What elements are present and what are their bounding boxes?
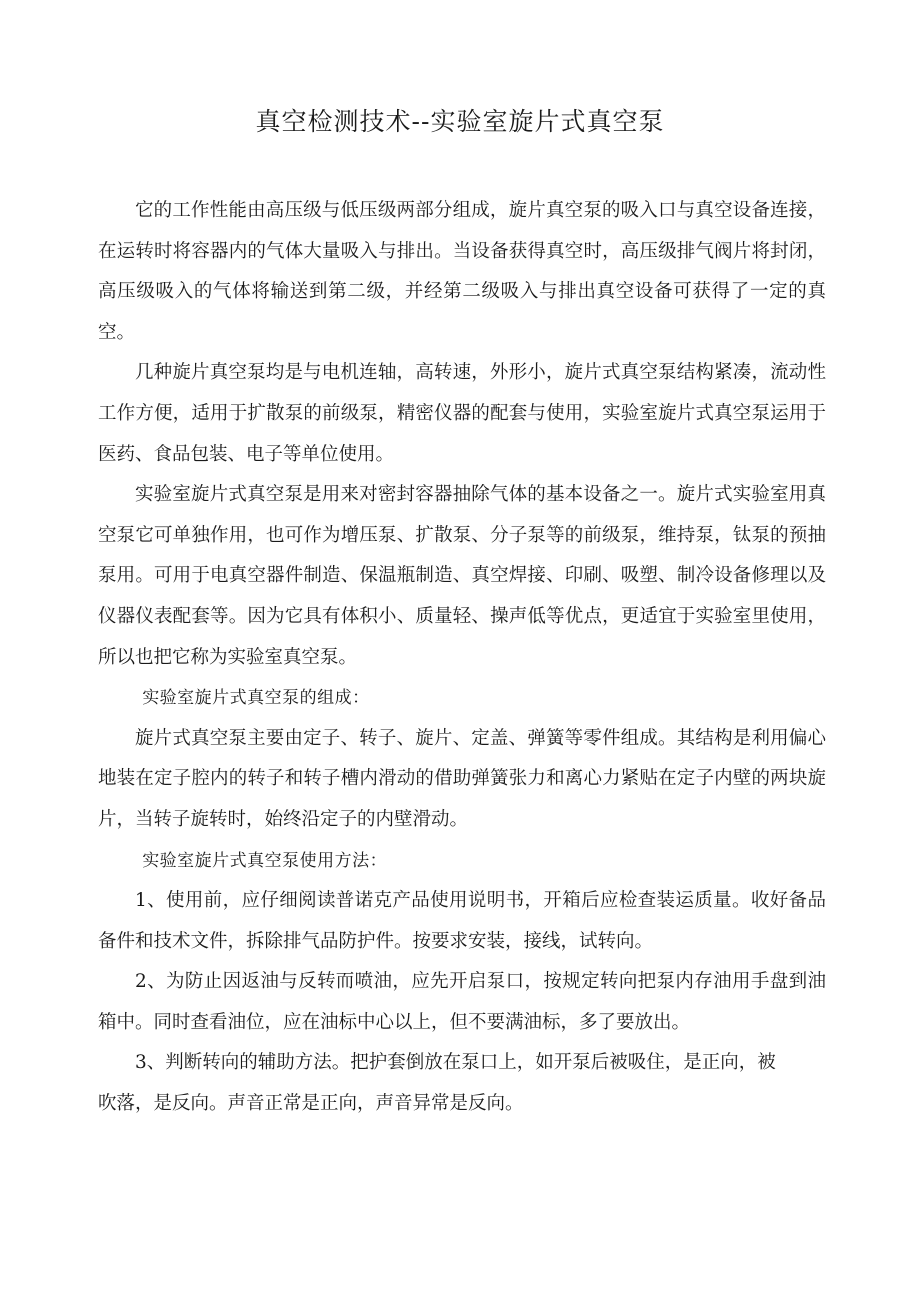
document-body (98, 191, 826, 1125)
paragraph-composition: 旋片式真空泵主要由定子、转子、旋片、定盖、弹簧等零件组成。其结构是利用偏心地装在定子腔内的转子和转子槽内滑动的借助弹簧张力和离心力紧贴在定子内壁的两块旋片，当转子旋转时，始终沿定子的内壁滑动。 (98, 727, 826, 830)
document-title: 真空检测技术--实验室旋片式真空泵 (255, 107, 665, 136)
paragraph-features: 几种旋片真空泵均是与电机连轴，高转速，外形小，旋片式真空泵结构紧凑，流动性工作方便，适用于扩散泵的前级泵，精密仪器的配套与使用，实验室旋片式真空泵运用于医药、食品包装、电子等单位使用。 (98, 362, 826, 465)
paragraph-applications: 实验室旋片式真空泵是用来对密封容器抽除气体的基本设备之一。旋片式实验室用真空泵它可单独作用，也可作为增压泵、扩散泵、分子泵等的前级泵，维持泵，钛泵的预抽泵用。可用于电真空器件制造、保温瓶制造、真空焊接、印刷、吸塑、制冷设备修理以及仪器仪表配套等。因为它具有体积小、质量轻、操声低等优点，更适宜于实验室里使用，所以也把它称为实验室真空泵。 (98, 484, 826, 668)
paragraph-working-principle: 它的工作性能由高压级与低压级两部分组成，旋片真空泵的吸入口与真空设备连接，在运转时将容器内的气体大量吸入与排出。当设备获得真空时，高压级排气阀片将封闭，高压级吸入的气体将输送到第二级，并经第二级吸入与排出真空设备可获得了一定的真空。 (98, 200, 826, 343)
usage-item-2: 2、为防止因返油与反转而喷油，应先开启泵口，按规定转向把泵内存油用手盘到油箱中。同时查看油位，应在油标中心以上，但不要满油标，多了要放出。 (98, 971, 826, 1033)
usage-item-3: 3、判断转向的辅助方法。把护套倒放在泵口上，如开泵后被吸住，是正向，被吹落，是反向。声音正常是正向，声音异常是反向。 (98, 1052, 776, 1115)
section-heading-composition: 实验室旋片式真空泵的组成： (142, 688, 370, 709)
usage-item-1: 1、使用前，应仔细阅读普诺克产品使用说明书，开箱后应检查装运质量。收好备品备件和技术文件，拆除排气品防护件。按要求安装，接线，试转向。 (98, 890, 826, 952)
section-heading-usage: 实验室旋片式真空泵使用方法： (142, 850, 388, 871)
